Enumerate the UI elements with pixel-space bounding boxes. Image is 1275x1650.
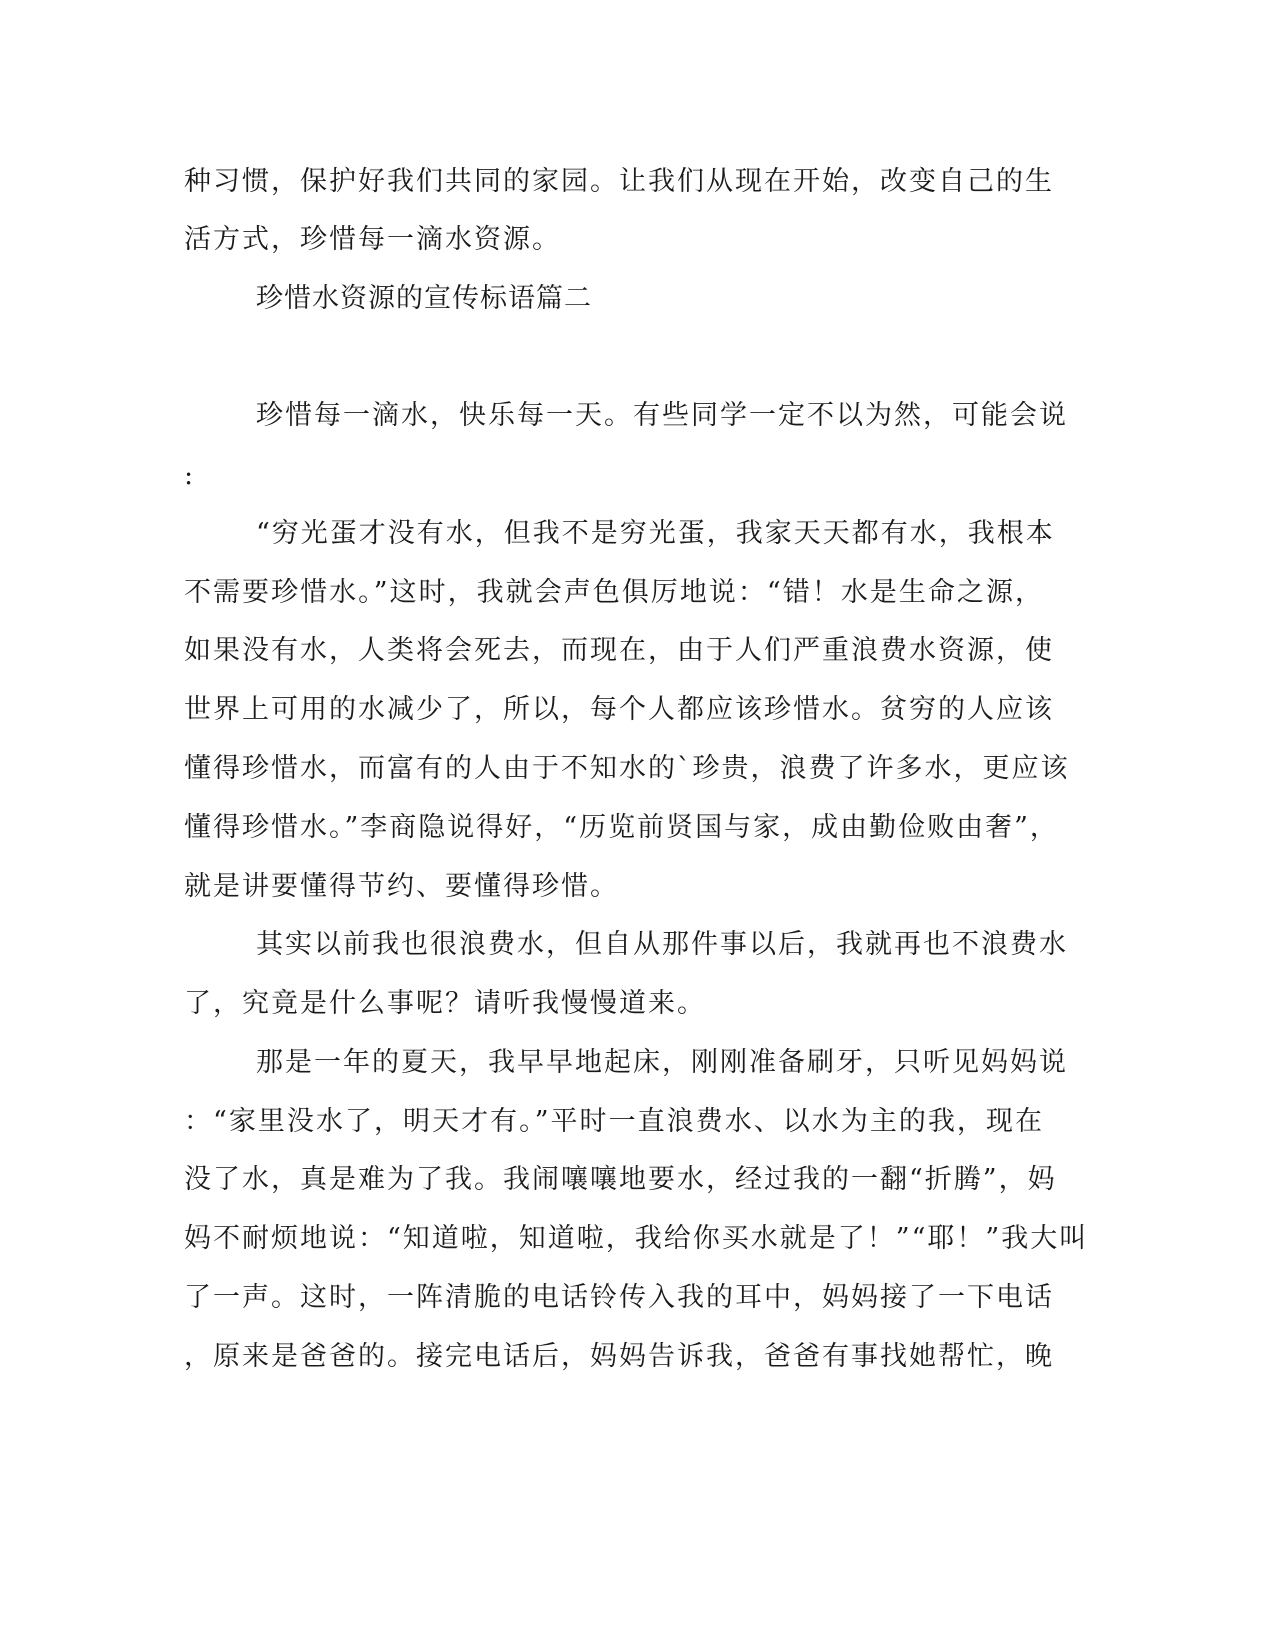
section-title: 珍惜水资源的宣传标语篇二 [256,283,592,314]
paragraph2-line-1: “穷光蛋才没有水，但我不是穷光蛋，我家天天都有水，我根本 [256,518,1055,549]
paragraph2-line-4: 世界上可用的水减少了，所以，每个人都应该珍惜水。贫穷的人应该 [184,694,1054,725]
paragraph3-line-1: 其实以前我也很浪费水，但自从那件事以后，我就再也不浪费水 [256,929,1068,960]
paragraph1-line-2: : [184,460,196,491]
paragraph4-line-6: ，原来是爸爸的。接完电话后，妈妈告诉我，爸爸有事找她帮忙，晚 [184,1341,1054,1372]
intro-line-2: 活方式，珍惜每一滴水资源。 [184,224,561,255]
paragraph4-line-5: 了一声。这时，一阵清脆的电话铃传入我的耳中，妈妈接了一下电话 [184,1282,1054,1313]
paragraph4-line-4: 妈不耐烦地说：“知道啦，知道啦，我给你买水就是了！”“耶！”我大叫 [184,1223,1089,1254]
paragraph2-line-3: 如果没有水，人类将会死去，而现在，由于人们严重浪费水资源，使 [184,635,1054,666]
paragraph3-line-2: 了，究竟是什么事呢？请听我慢慢道来。 [184,988,706,1019]
paragraph4-line-3: 没了水，真是难为了我。我闹嚷嚷地要水，经过我的一翻“折腾”，妈 [184,1164,1057,1195]
paragraph4-line-1: 那是一年的夏天，我早早地起床，刚刚准备刷牙，只听见妈妈说 [256,1047,1068,1078]
paragraph4-line-2: ：“家里没水了，明天才有。”平时一直浪费水、以水为主的我，现在 [184,1106,1044,1137]
paragraph2-line-7: 就是讲要懂得节约、要懂得珍惜。 [184,871,619,902]
paragraph2-line-5: 懂得珍惜水，而富有的人由于不知水的`珍贵，浪费了许多水，更应该 [184,753,1070,784]
paragraph2-line-2: 不需要珍惜水。”这时，我就会声色俱厉地说：“错！水是生命之源， [184,577,1044,608]
paragraph2-line-6: 懂得珍惜水。”李商隐说得好，“历览前贤国与家，成由勤俭败由奢”， [184,812,1059,843]
paragraph1-line-1: 珍惜每一滴水，快乐每一天。有些同学一定不以为然，可能会说 [256,400,1068,431]
intro-line-1: 种习惯，保护好我们共同的家园。让我们从现在开始，改变自己的生 [184,166,1054,197]
